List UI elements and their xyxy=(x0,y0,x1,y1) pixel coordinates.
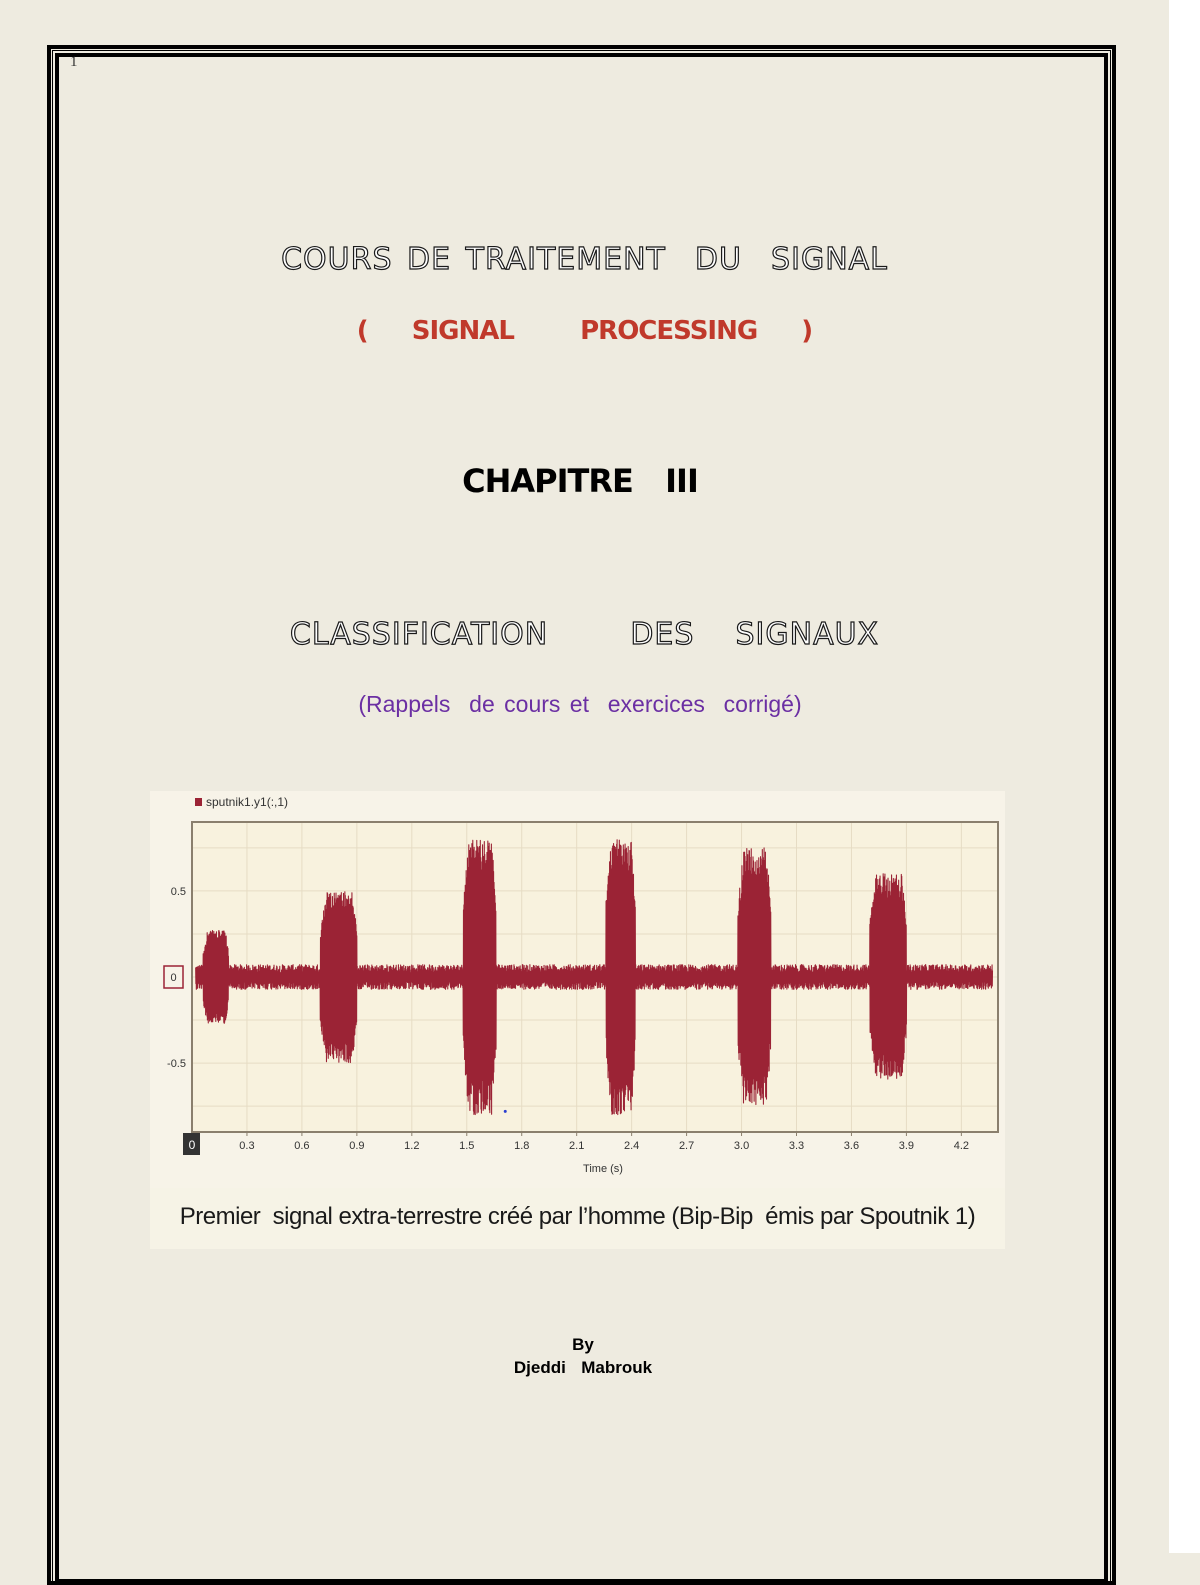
x-axis-label: Time (s) xyxy=(583,1163,623,1175)
section-title: CLASSIFICATION DES SIGNAUX xyxy=(289,617,880,652)
author-name: Djeddi Mabrouk xyxy=(513,1358,653,1377)
legend-label: sputnik1.y1(:,1) xyxy=(206,795,289,809)
x-tick-label: 3.0 xyxy=(733,1140,750,1152)
x-tick-label: 0 xyxy=(188,1138,196,1152)
x-tick-label: 0.6 xyxy=(294,1140,310,1152)
figure-caption: Premier signal extra-terrestre créé par l’homme (Bip-Bip émis par Spoutnik 1) xyxy=(150,1188,1005,1249)
x-tick-label: 1.5 xyxy=(459,1140,475,1152)
chapter-heading: CHAPITRE III xyxy=(462,462,698,500)
x-tick-label: 2.7 xyxy=(678,1140,695,1152)
y-tick-label: 0.5 xyxy=(170,885,186,898)
x-tick-label: 2.1 xyxy=(569,1140,585,1152)
x-tick-label: 2.4 xyxy=(623,1140,640,1152)
signal-chart xyxy=(150,791,1005,1188)
page-number: 1 xyxy=(70,54,78,70)
y-tick-label: 0 xyxy=(170,972,177,984)
x-tick-label: 3.3 xyxy=(788,1140,805,1152)
x-tick-label: 0.9 xyxy=(349,1140,365,1152)
x-tick-label: 1.8 xyxy=(514,1140,530,1152)
course-title: COURS DE TRAITEMENT DU SIGNAL xyxy=(281,242,888,277)
page-margin xyxy=(1169,0,1200,1553)
x-tick-label: 3.6 xyxy=(843,1140,860,1152)
x-tick-label: 4.2 xyxy=(953,1140,970,1152)
marker-dot xyxy=(504,1110,507,1113)
signal-figure xyxy=(150,791,1005,1249)
y-tick-label: -0.5 xyxy=(167,1058,186,1071)
legend-swatch xyxy=(195,798,202,806)
x-tick-label: 1.2 xyxy=(404,1140,420,1152)
author-prefix: By xyxy=(572,1335,594,1354)
x-tick-label: 0.3 xyxy=(239,1140,255,1152)
x-tick-label: 3.9 xyxy=(898,1140,915,1152)
section-note: (Rappels de cours et exercices corrigé) xyxy=(358,691,802,717)
course-subtitle: ( SIGNAL PROCESSING ) xyxy=(356,316,813,346)
